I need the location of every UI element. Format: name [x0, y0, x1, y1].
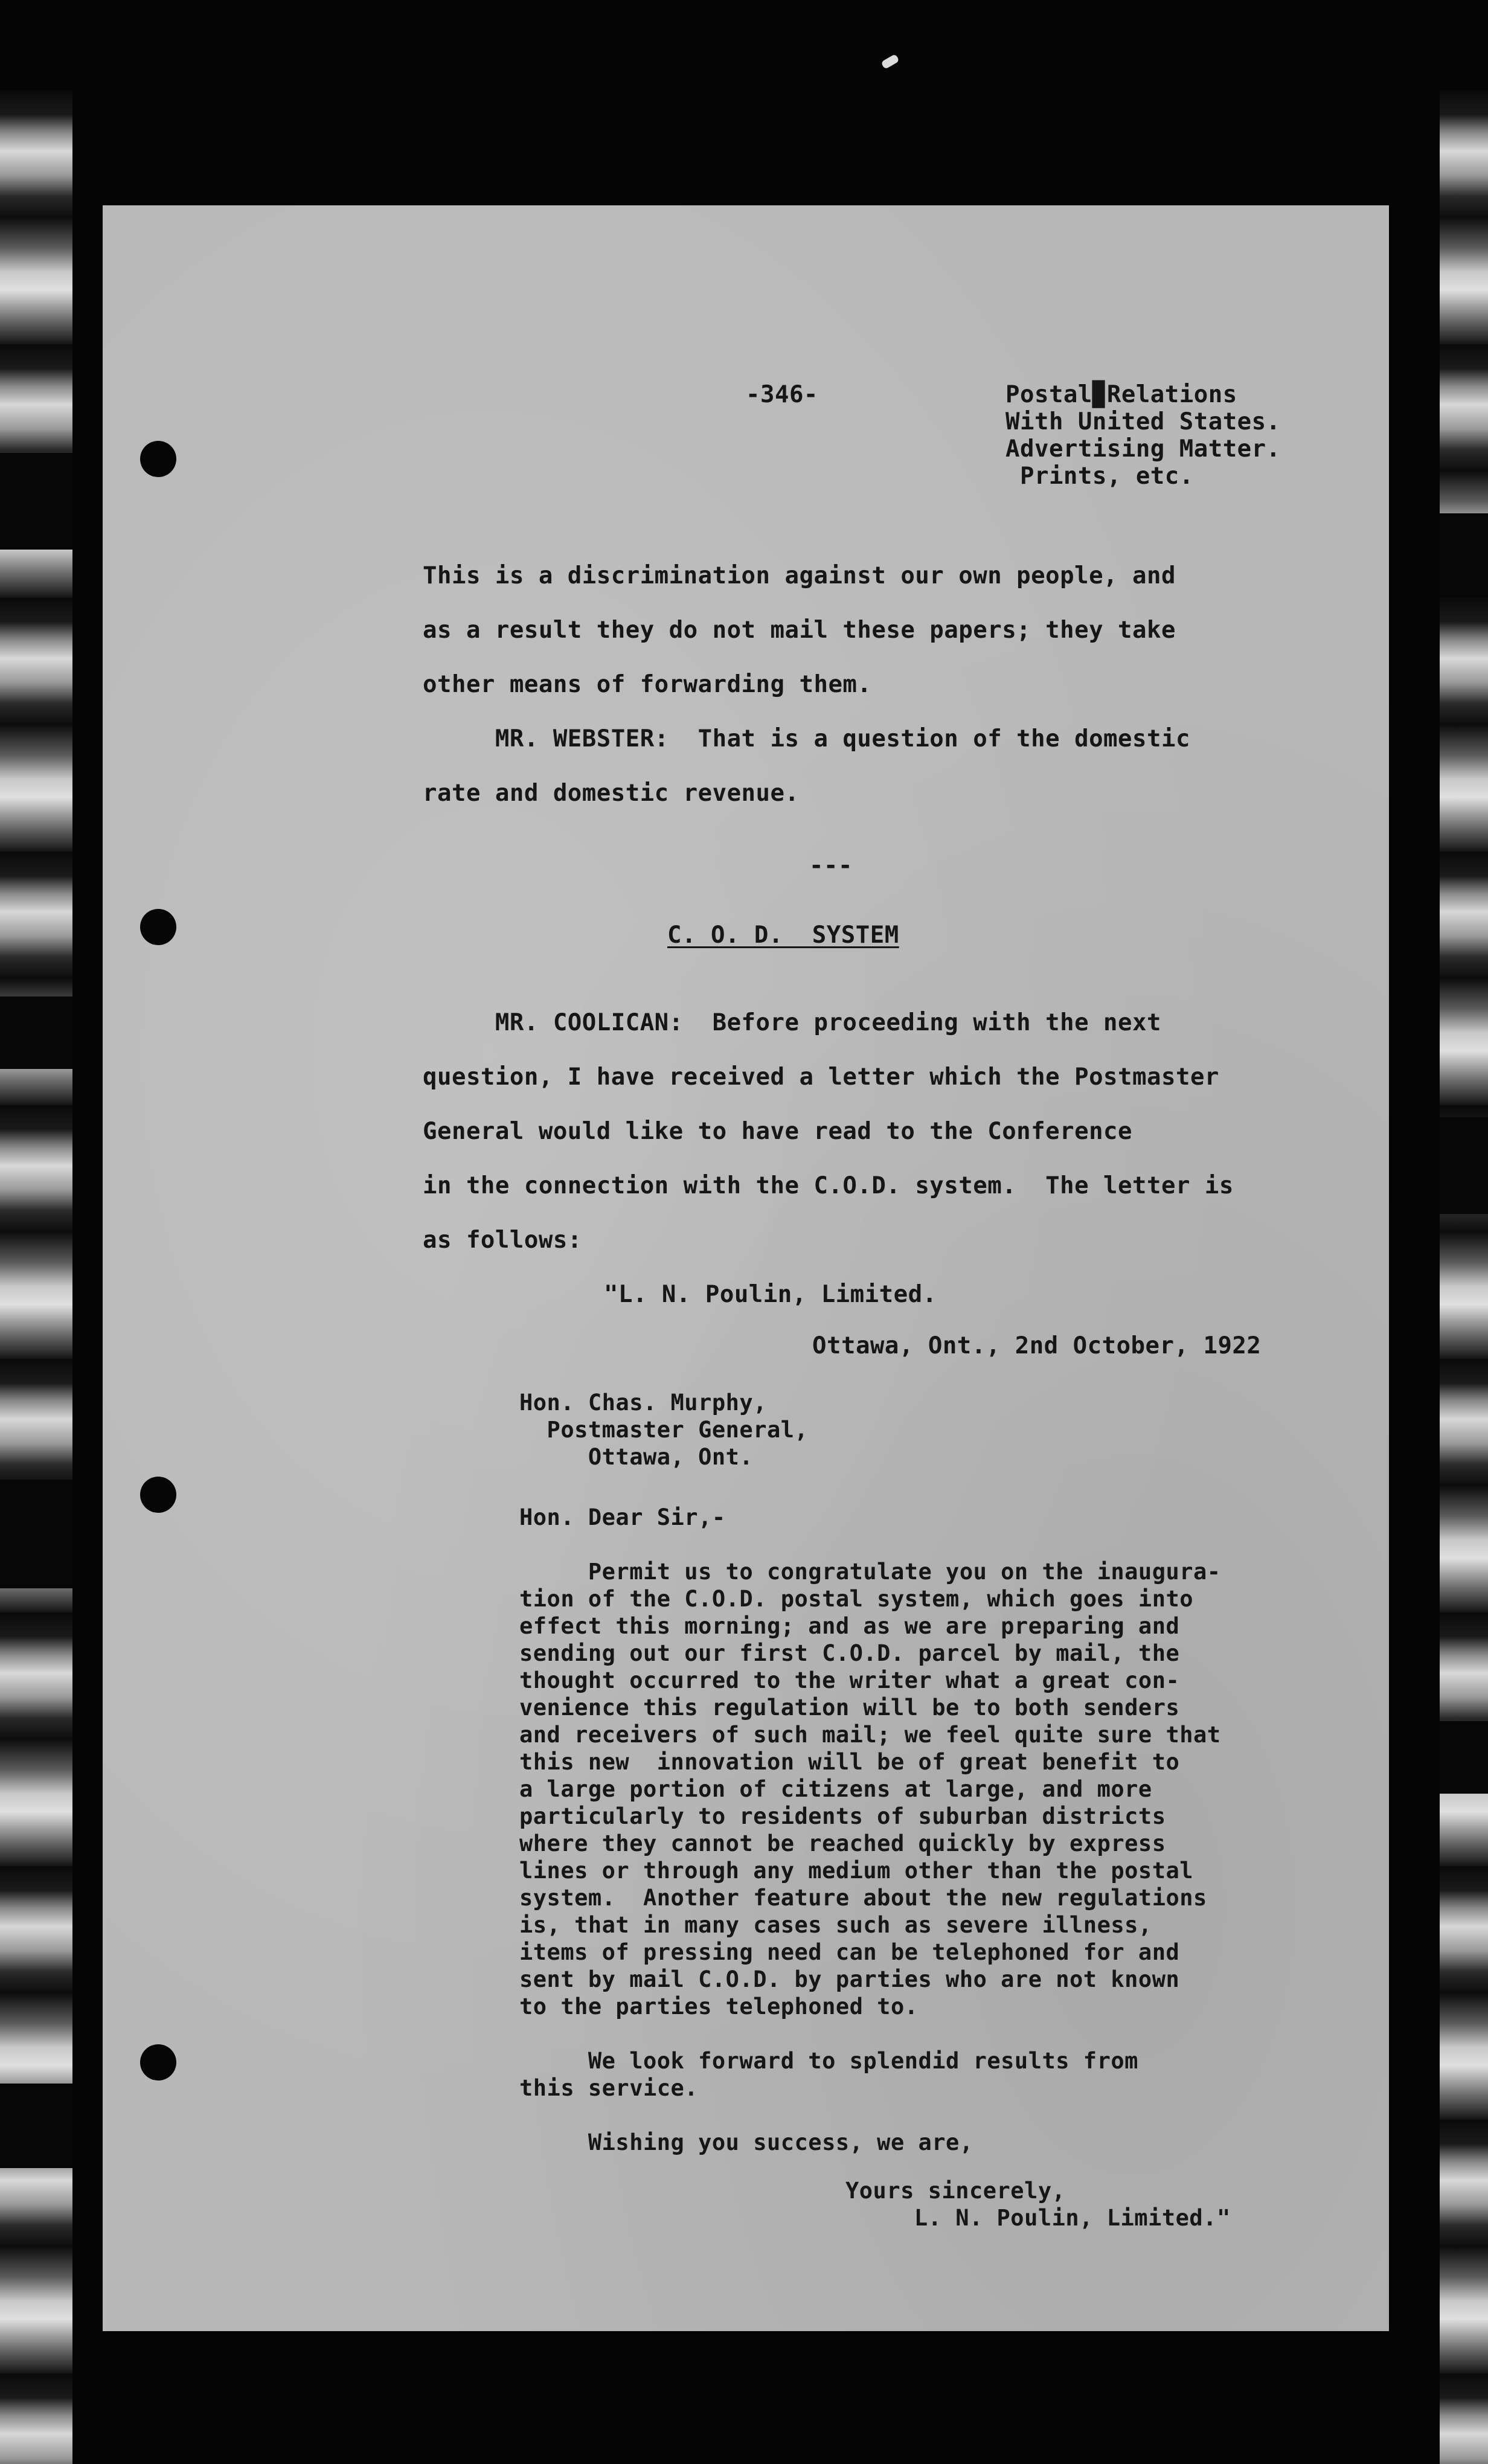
letter-body-line: venience this regulation will be to both senders [519, 1695, 1180, 1721]
section-title: C. O. D. SYSTEM [667, 922, 899, 949]
body-line: as follows: [423, 1227, 582, 1254]
letter-body-line: Permit us to congratulate you on the inaugura- [519, 1559, 1221, 1585]
letter-body-line: system. Another feature about the new regulations [519, 1885, 1207, 1911]
dateline: Ottawa, Ont., 2nd October, 1922 [812, 1332, 1262, 1359]
address-line: Postmaster General, [519, 1417, 809, 1443]
letter-body-line: to the parties telephoned to. [519, 1994, 919, 2020]
page-number: -346- [746, 381, 818, 408]
signoff-line: Yours sincerely, [845, 2178, 1066, 2204]
closing-paragraph-line: We look forward to splendid results from [519, 2048, 1138, 2074]
document-page [103, 205, 1389, 2331]
letter-body-line: a large portion of citizens at large, and more [519, 1776, 1152, 1802]
letter-body-line: this new innovation will be of great benefit to [519, 1749, 1180, 1775]
wishing-line: Wishing you success, we are, [519, 2129, 973, 2155]
film-scratch [880, 54, 899, 69]
punch-hole [140, 1477, 176, 1513]
punch-hole [140, 441, 176, 477]
body-line: MR. COOLICAN: Before proceeding with the next [423, 1009, 1161, 1036]
signoff-line: L. N. Poulin, Limited." [845, 2205, 1231, 2231]
separator: --- [809, 852, 853, 879]
film-band [0, 996, 72, 1069]
body-line: General would like to have read to the Conference [423, 1118, 1133, 1145]
subject-line: Postal▉Relations [1005, 381, 1237, 408]
subject-line: Prints, etc. [1005, 463, 1194, 490]
body-line: other means of forwarding them. [423, 671, 872, 698]
closing-paragraph-line: this service. [519, 2075, 699, 2101]
letter-body-line: tion of the C.O.D. postal system, which goes into [519, 1586, 1194, 1612]
film-band [1440, 1117, 1488, 1214]
body-line: in the connection with the C.O.D. system. The letter is [423, 1172, 1234, 1199]
body-line: question, I have received a letter which the Postmaster [423, 1064, 1219, 1091]
body-line: as a result they do not mail these papers; they take [423, 617, 1176, 644]
salutation: Hon. Dear Sir,- [519, 1504, 726, 1530]
letter-body-line: thought occurred to the writer what a great con- [519, 1667, 1180, 1693]
letter-body-line: particularly to residents of suburban districts [519, 1803, 1166, 1829]
punch-hole [140, 2044, 176, 2081]
subject-line: With United States. [1005, 408, 1281, 435]
film-band [1440, 1721, 1488, 1794]
body-line: This is a discrimination against our own people, and [423, 562, 1176, 589]
body-line: MR. WEBSTER: That is a question of the domestic [423, 725, 1190, 752]
address-line: Hon. Chas. Murphy, [519, 1390, 767, 1416]
letter-body-line: items of pressing need can be telephoned for and [519, 1939, 1180, 1965]
punch-hole [140, 909, 176, 945]
letterhead: "L. N. Poulin, Limited. [604, 1281, 937, 1308]
letter-body-line: effect this morning; and as we are preparing and [519, 1613, 1180, 1639]
letter-body-line: is, that in many cases such as severe illness, [519, 1912, 1152, 1938]
letter-body-line: where they cannot be reached quickly by express [519, 1830, 1166, 1856]
letter-body-line: lines or through any medium other than the postal [519, 1858, 1194, 1884]
film-strip-left [0, 91, 72, 2464]
film-band [1440, 513, 1488, 598]
film-band [0, 453, 72, 550]
film-strip-right [1440, 91, 1488, 2464]
letter-body-line: sent by mail C.O.D. by parties who are not known [519, 1966, 1180, 1992]
subject-line: Advertising Matter. [1005, 435, 1281, 463]
body-line: rate and domestic revenue. [423, 780, 800, 807]
letter-body-line: and receivers of such mail; we feel quite sure that [519, 1722, 1221, 1748]
letter-body-line: sending out our first C.O.D. parcel by mail, the [519, 1640, 1180, 1666]
address-line: Ottawa, Ont. [519, 1444, 754, 1470]
film-band [0, 1480, 72, 1588]
film-band [0, 2084, 72, 2168]
